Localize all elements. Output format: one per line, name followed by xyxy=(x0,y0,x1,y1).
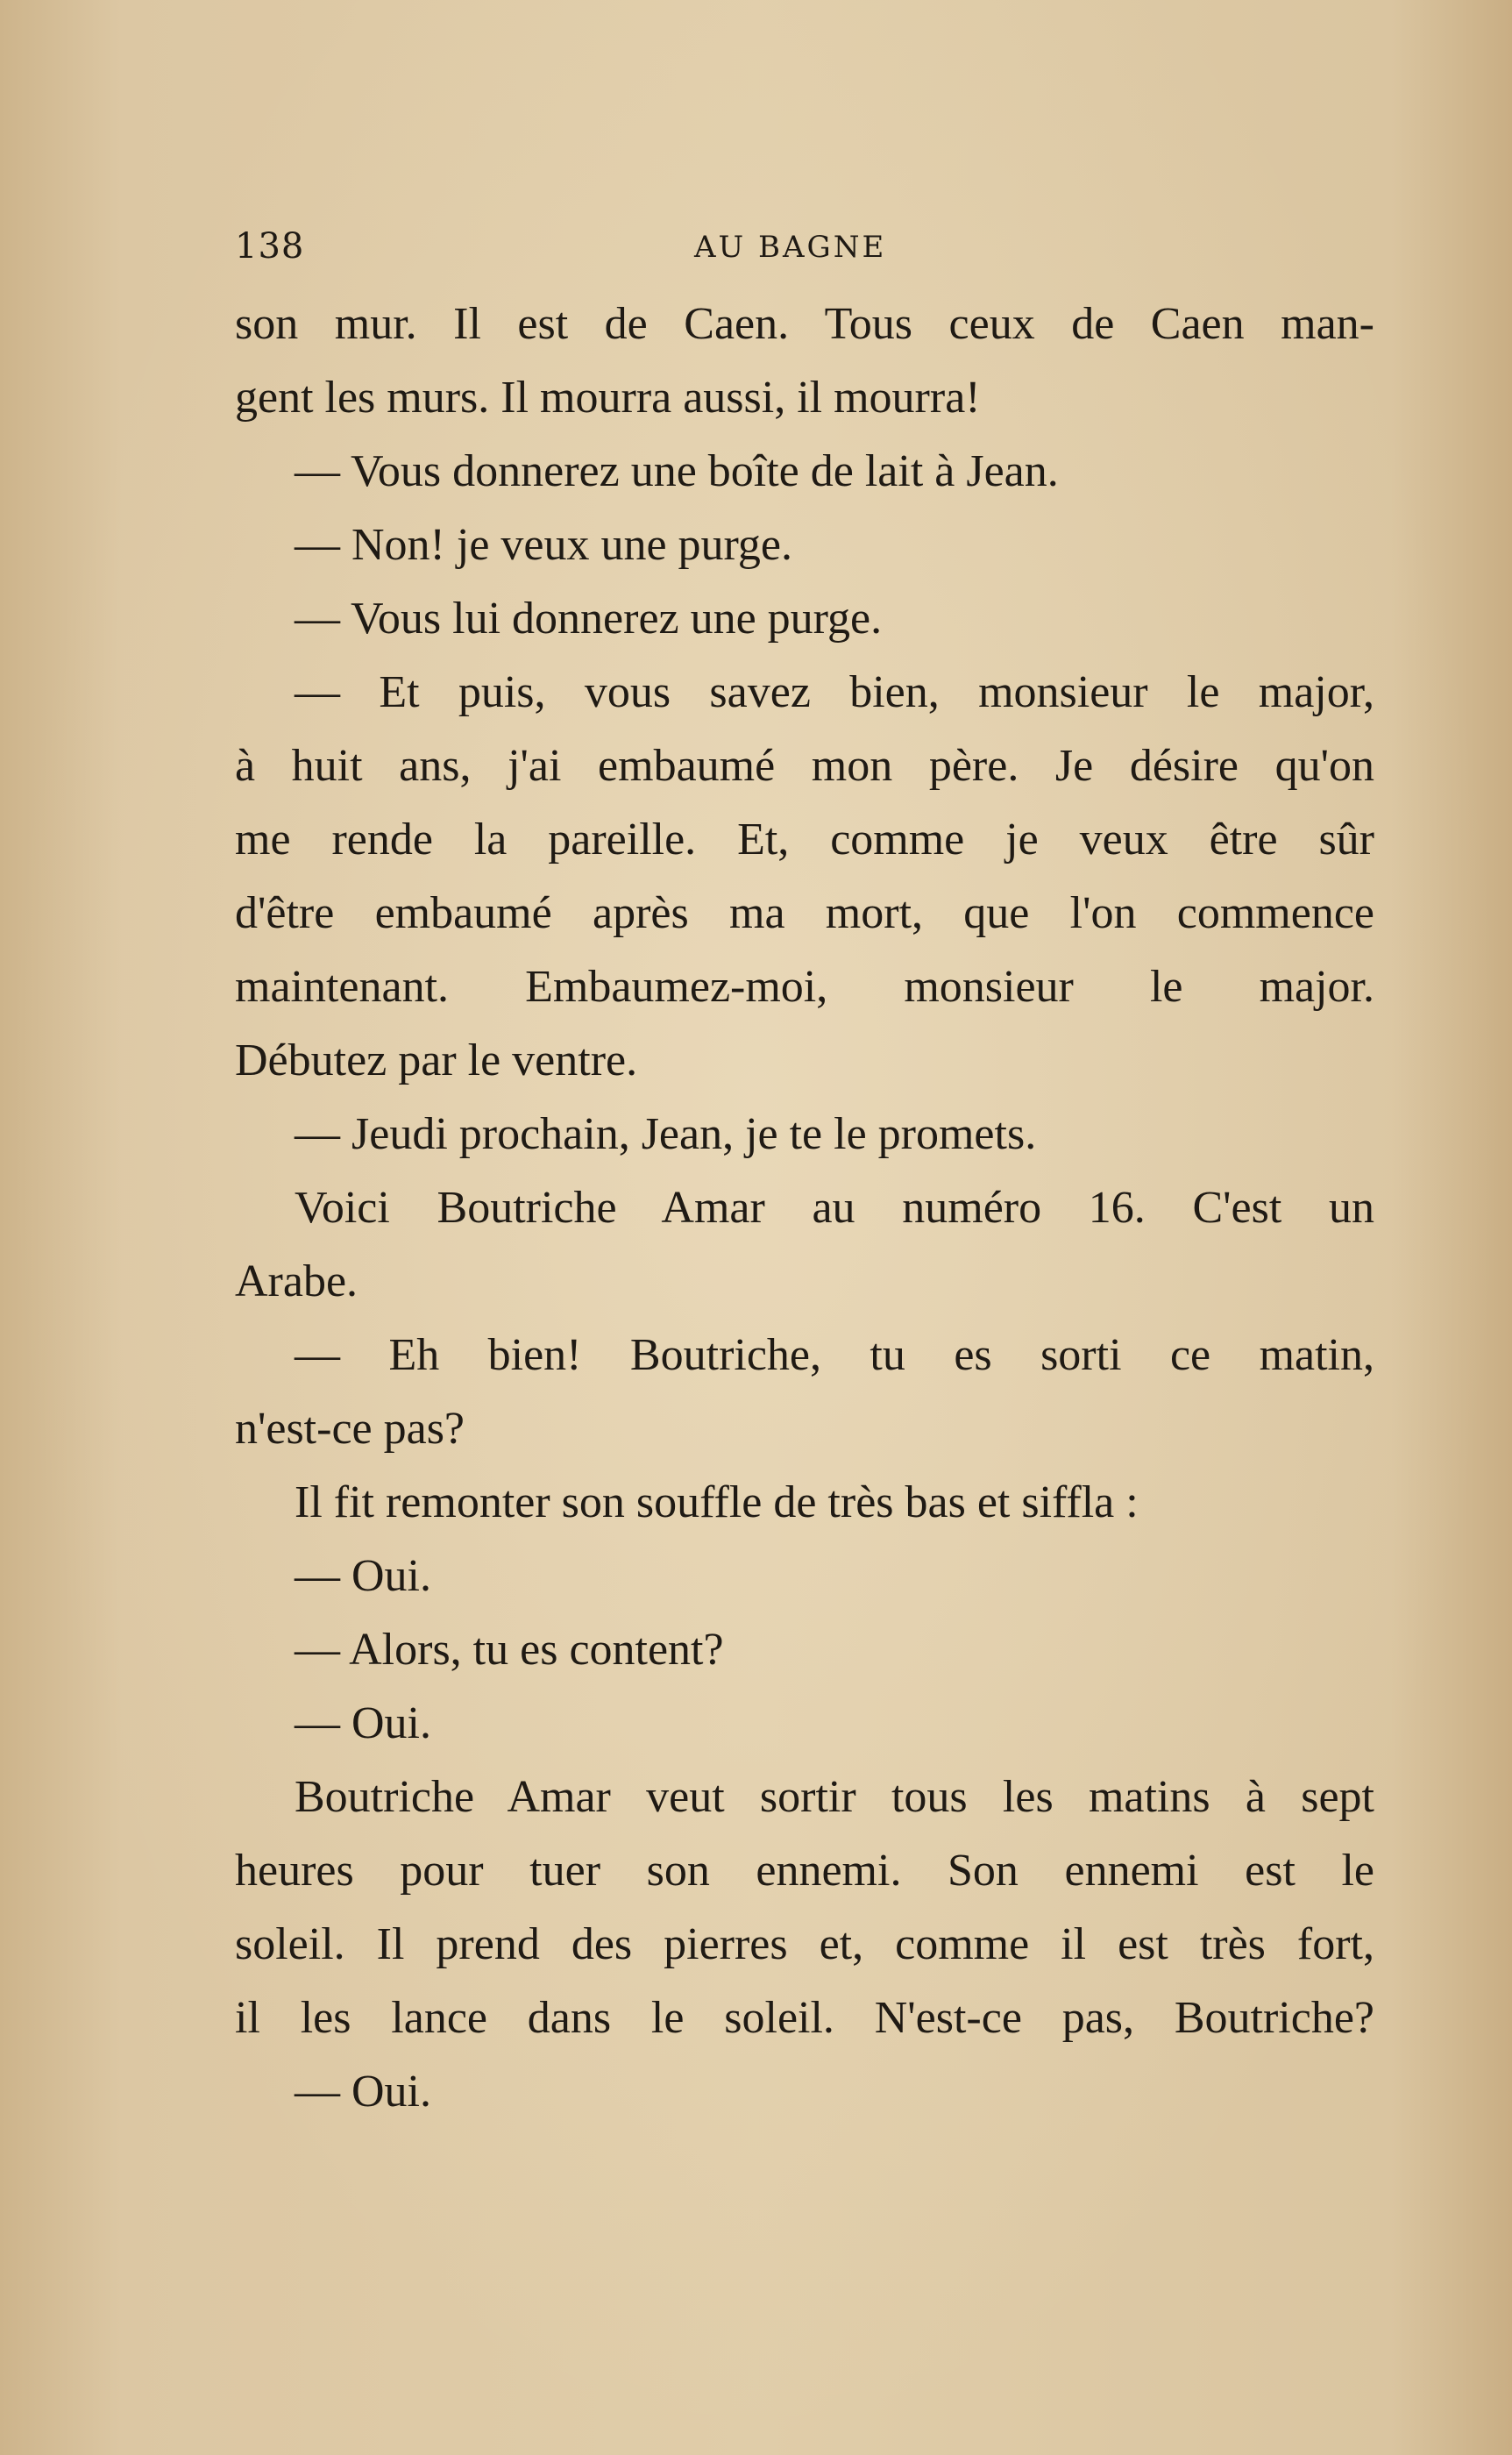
text-line: d'être embaumé après ma mort, que l'on commence xyxy=(235,888,1374,938)
text-line: Arabe. xyxy=(235,1256,358,1306)
dialogue-line: — Alors, tu es content? xyxy=(295,1625,724,1675)
text-line: son mur. Il est de Caen. Tous ceux de Caen man- xyxy=(235,299,1374,349)
dialogue-line: — Oui. xyxy=(295,2067,431,2117)
dialogue-line: — Et puis, vous savez bien, monsieur le major, xyxy=(295,667,1374,717)
text-line: à huit ans, j'ai embaumé mon père. Je désire qu'on xyxy=(235,741,1374,791)
text-line: maintenant. Embaumez-moi, monsieur le major. xyxy=(235,962,1374,1012)
dialogue-line: — Non! je veux une purge. xyxy=(295,520,793,570)
text-line: heures pour tuer son ennemi. Son ennemi est le xyxy=(235,1846,1374,1896)
text-line: gent les murs. Il mourra aussi, il mourra! xyxy=(235,373,981,423)
dialogue-line: — Oui. xyxy=(295,1551,431,1601)
text-line: soleil. Il prend des pierres et, comme il est très fort, xyxy=(235,1919,1374,1969)
dialogue-line: — Jeudi prochain, Jean, je te le promets. xyxy=(295,1109,1037,1159)
text-line: Débutez par le ventre. xyxy=(235,1035,638,1085)
running-title: AU BAGNE xyxy=(694,230,887,265)
paragraph-line: Il fit remonter son souffle de très bas et siffla : xyxy=(295,1477,1139,1527)
text-line: il les lance dans le soleil. N'est-ce pas, Boutriche? xyxy=(235,1993,1374,2043)
dialogue-line: — Oui. xyxy=(295,1698,431,1748)
text-line: me rende la pareille. Et, comme je veux être sûr xyxy=(235,815,1374,865)
dialogue-line: — Vous lui donnerez une purge. xyxy=(295,594,883,644)
page-header xyxy=(235,226,1374,270)
page-number: 138 xyxy=(235,226,305,267)
paragraph-line: Boutriche Amar veut sortir tous les matins à sept xyxy=(295,1772,1374,1822)
dialogue-line: — Eh bien! Boutriche, tu es sorti ce matin, xyxy=(295,1330,1374,1380)
text-line: n'est-ce pas? xyxy=(235,1404,465,1454)
paragraph-line: Voici Boutriche Amar au numéro 16. C'est un xyxy=(295,1183,1374,1233)
dialogue-line: — Vous donnerez une boîte de lait à Jean. xyxy=(295,446,1059,496)
